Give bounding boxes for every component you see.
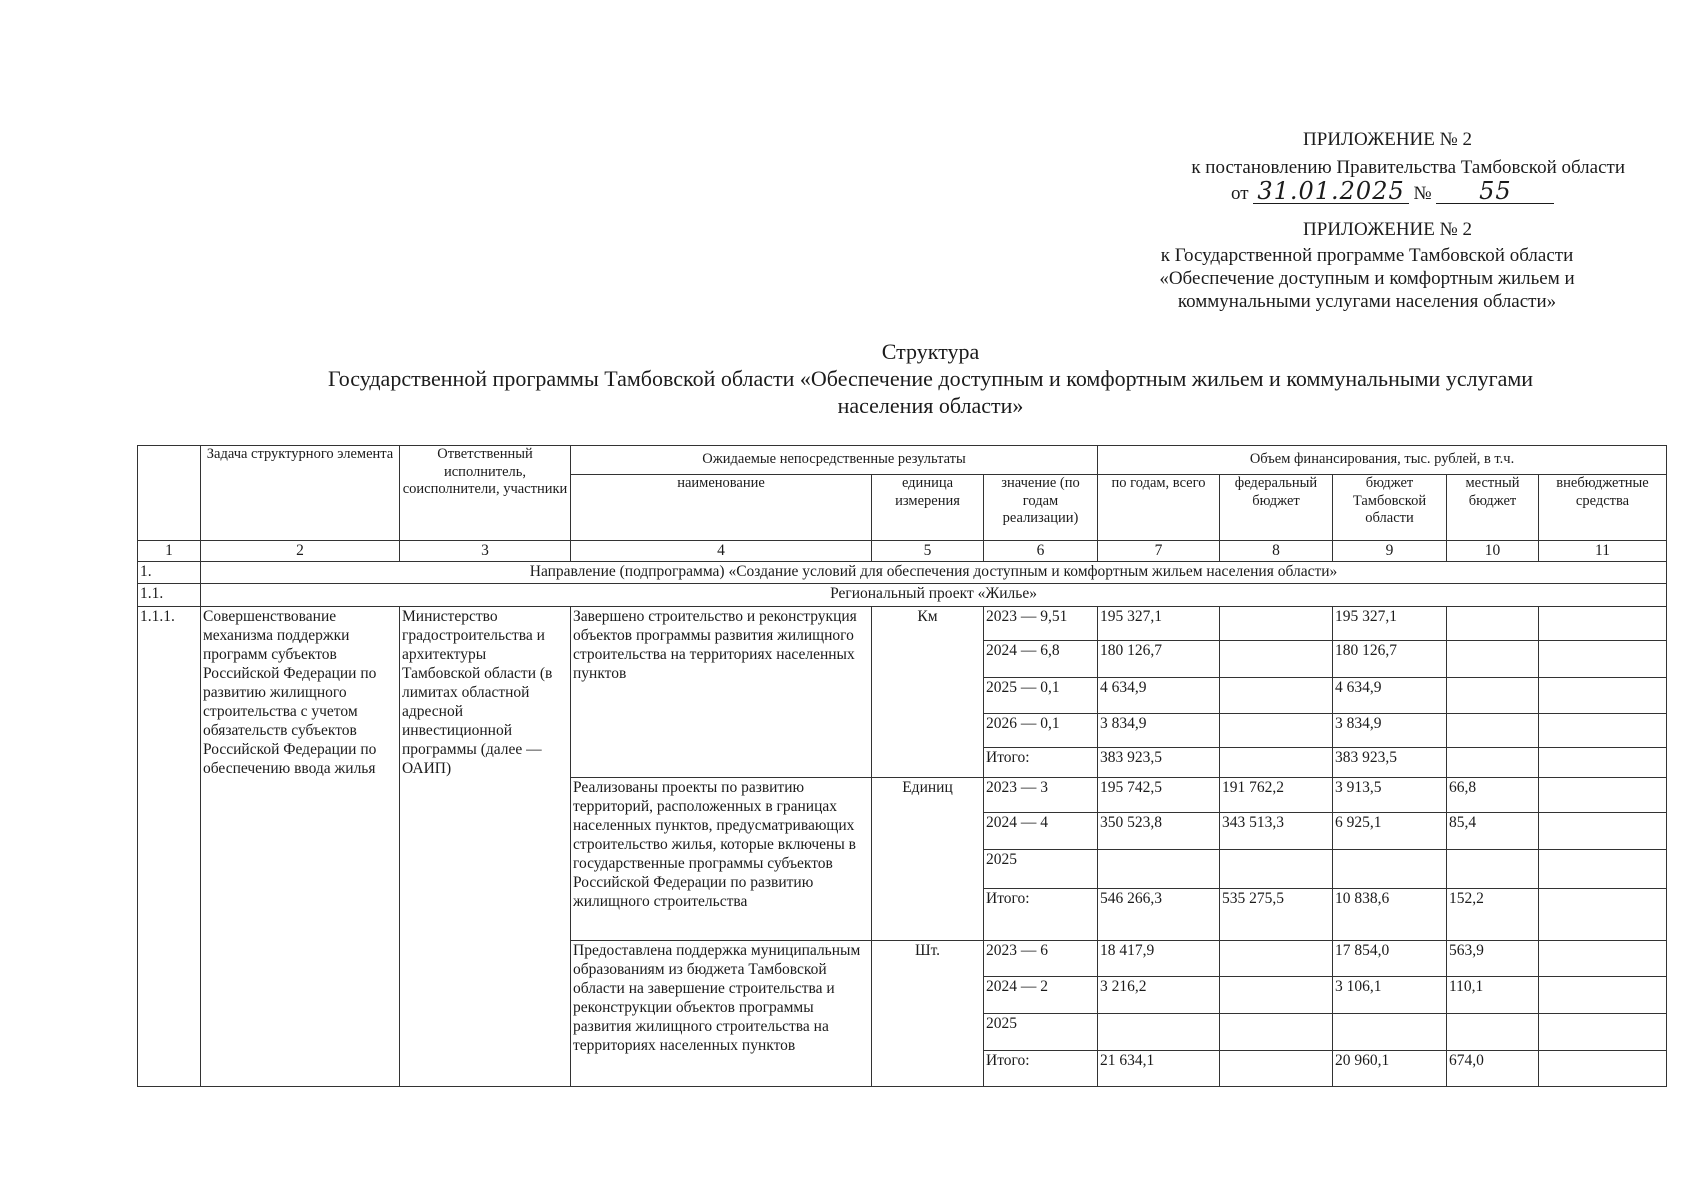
result-unit: Шт.	[872, 941, 984, 1087]
result-unit: Единиц	[872, 778, 984, 941]
head-unit: единица измерения	[872, 475, 984, 541]
extra-cell	[1539, 1014, 1667, 1051]
resolution-date-line	[1231, 177, 1554, 205]
program-line-1: к Государственной программе Тамбовской области	[1160, 245, 1574, 266]
federal-cell	[1220, 641, 1333, 678]
regional-cell: 3 106,1	[1333, 977, 1447, 1014]
col-number: 10	[1447, 541, 1539, 562]
head-value: значение (по годам реализации)	[984, 475, 1098, 541]
head-num-cell	[138, 446, 201, 541]
doc-title: Структура	[881, 339, 980, 364]
result-name: Предоставлена поддержка муниципальным образованиям из бюджета Тамбовской области на завершение строительства и реконструкции объектов программы развития жилищного строительства на территориях населенных пунктов	[571, 941, 872, 1087]
total-cell: 546 266,3	[1098, 889, 1220, 941]
value-cell: 2024 — 4	[984, 813, 1098, 850]
extra-cell	[1539, 813, 1667, 850]
resolution-line: к постановлению Правительства Тамбовской области	[1191, 157, 1625, 178]
value-cell: 2025	[984, 1014, 1098, 1051]
col-number: 9	[1333, 541, 1447, 562]
structure-table	[137, 445, 1667, 1087]
direction-num: 1.	[138, 562, 201, 584]
regional-cell: 3 913,5	[1333, 778, 1447, 813]
regional-cell: 6 925,1	[1333, 813, 1447, 850]
total-cell: 195 327,1	[1098, 607, 1220, 641]
value-cell: 2025	[984, 850, 1098, 889]
appendix-label-1: ПРИЛОЖЕНИЕ № 2	[1303, 129, 1472, 150]
local-cell: 563,9	[1447, 941, 1539, 977]
federal-cell	[1220, 678, 1333, 714]
item-task: Совершенствование механизма поддержки программ субъектов Российской Федерации по развитию жилищного строительства с учетом обязательств субъектов Российской Федерации по обеспечению ввода жилья	[201, 607, 400, 1087]
federal-cell	[1220, 714, 1333, 748]
extra-cell	[1539, 748, 1667, 778]
regional-cell: 4 634,9	[1333, 678, 1447, 714]
local-cell: 674,0	[1447, 1051, 1539, 1087]
value-cell: 2024 — 6,8	[984, 641, 1098, 678]
extra-cell	[1539, 1051, 1667, 1087]
total-cell: 350 523,8	[1098, 813, 1220, 850]
total-cell	[1098, 1014, 1220, 1051]
federal-cell	[1220, 977, 1333, 1014]
head-total-years: по годам, всего	[1098, 475, 1220, 541]
value-cell: 2025 — 0,1	[984, 678, 1098, 714]
regional-cell: 195 327,1	[1333, 607, 1447, 641]
item-responsible: Министерство градостроительства и архитектуры Тамбовской области (в лимитах областной адресной инвестиционной программы (далее — ОАИП)	[400, 607, 571, 1087]
value-cell: 2026 — 0,1	[984, 714, 1098, 748]
federal-cell: 535 275,5	[1220, 889, 1333, 941]
head-responsible: Ответственный исполнитель, соисполнители, участники	[400, 446, 571, 541]
regional-cell: 3 834,9	[1333, 714, 1447, 748]
local-cell: 152,2	[1447, 889, 1539, 941]
federal-cell	[1220, 1051, 1333, 1087]
local-cell: 110,1	[1447, 977, 1539, 1014]
head-expected: Ожидаемые непосредственные результаты	[571, 446, 1098, 475]
regional-cell: 180 126,7	[1333, 641, 1447, 678]
doc-subtitle: Государственной программы Тамбовской области «Обеспечение доступным и комфортным жильем и коммунальными услугами	[327, 366, 1534, 391]
regional-cell: 17 854,0	[1333, 941, 1447, 977]
extra-cell	[1539, 977, 1667, 1014]
result-name: Реализованы проекты по развитию территорий, расположенных в границах населенных пунктов, предусматривающих строительство жилья, которые включены в государственные программы субъектов Российской Федерации по развитию жилищного строительства	[571, 778, 872, 941]
total-cell: 3 216,2	[1098, 977, 1220, 1014]
extra-cell	[1539, 850, 1667, 889]
direction-title: Направление (подпрограмма) «Создание условий для обеспечения доступным и комфортным жильем населения области»	[201, 562, 1667, 584]
extra-cell	[1539, 641, 1667, 678]
local-cell	[1447, 1014, 1539, 1051]
federal-cell	[1220, 850, 1333, 889]
value-total-label: Итого:	[984, 1051, 1098, 1087]
value-cell: 2024 — 2	[984, 977, 1098, 1014]
extra-cell	[1539, 714, 1667, 748]
extra-cell	[1539, 941, 1667, 977]
result-unit: Км	[872, 607, 984, 778]
col-number: 5	[872, 541, 984, 562]
total-cell: 195 742,5	[1098, 778, 1220, 813]
total-cell: 4 634,9	[1098, 678, 1220, 714]
total-cell: 383 923,5	[1098, 748, 1220, 778]
col-number: 6	[984, 541, 1098, 562]
local-cell	[1447, 678, 1539, 714]
col-number: 11	[1539, 541, 1667, 562]
local-cell	[1447, 607, 1539, 641]
project-num: 1.1.	[138, 584, 201, 607]
doc-subtitle-cont: населения области»	[837, 393, 1024, 418]
handwritten-date: 31.01.2025	[1253, 180, 1408, 204]
federal-cell	[1220, 748, 1333, 778]
federal-cell	[1220, 1014, 1333, 1051]
head-name: наименование	[571, 475, 872, 541]
total-cell: 180 126,7	[1098, 641, 1220, 678]
col-number: 4	[571, 541, 872, 562]
regional-cell: 20 960,1	[1333, 1051, 1447, 1087]
number-sign: №	[1413, 183, 1432, 204]
date-prefix: от	[1231, 183, 1249, 204]
head-extra: внебюджетные средства	[1539, 475, 1667, 541]
col-number: 8	[1220, 541, 1333, 562]
head-local: местный бюджет	[1447, 475, 1539, 541]
head-regional: бюджет Тамбовской области	[1333, 475, 1447, 541]
col-number: 1	[138, 541, 201, 562]
regional-cell: 383 923,5	[1333, 748, 1447, 778]
extra-cell	[1539, 678, 1667, 714]
value-total-label: Итого:	[984, 748, 1098, 778]
program-line-2: «Обеспечение доступным и комфортным жильем и	[1159, 268, 1575, 289]
local-cell: 85,4	[1447, 813, 1539, 850]
project-title: Региональный проект «Жилье»	[201, 584, 1667, 607]
total-cell: 18 417,9	[1098, 941, 1220, 977]
total-cell: 21 634,1	[1098, 1051, 1220, 1087]
col-number: 2	[201, 541, 400, 562]
extra-cell	[1539, 607, 1667, 641]
extra-cell	[1539, 889, 1667, 941]
head-funding: Объем финансирования, тыс. рублей, в т.ч.	[1098, 446, 1667, 475]
federal-cell: 191 762,2	[1220, 778, 1333, 813]
local-cell	[1447, 714, 1539, 748]
total-cell	[1098, 850, 1220, 889]
head-federal: федеральный бюджет	[1220, 475, 1333, 541]
value-total-label: Итого:	[984, 889, 1098, 941]
head-task: Задача структурного элемента	[201, 446, 400, 541]
col-number: 7	[1098, 541, 1220, 562]
appendix-label-2: ПРИЛОЖЕНИЕ № 2	[1303, 219, 1472, 240]
item-num: 1.1.1.	[138, 607, 201, 1087]
federal-cell: 343 513,3	[1220, 813, 1333, 850]
local-cell	[1447, 748, 1539, 778]
local-cell: 66,8	[1447, 778, 1539, 813]
local-cell	[1447, 641, 1539, 678]
result-name: Завершено строительство и реконструкция объектов программы развития жилищного строительства на территориях населенных пунктов	[571, 607, 872, 778]
handwritten-number: 55	[1436, 180, 1554, 204]
regional-cell	[1333, 850, 1447, 889]
regional-cell	[1333, 1014, 1447, 1051]
extra-cell	[1539, 778, 1667, 813]
value-cell: 2023 — 9,51	[984, 607, 1098, 641]
federal-cell	[1220, 941, 1333, 977]
total-cell: 3 834,9	[1098, 714, 1220, 748]
program-line-3: коммунальными услугами населения области»	[1177, 291, 1557, 312]
value-cell: 2023 — 3	[984, 778, 1098, 813]
value-cell: 2023 — 6	[984, 941, 1098, 977]
regional-cell: 10 838,6	[1333, 889, 1447, 941]
local-cell	[1447, 850, 1539, 889]
col-number: 3	[400, 541, 571, 562]
federal-cell	[1220, 607, 1333, 641]
